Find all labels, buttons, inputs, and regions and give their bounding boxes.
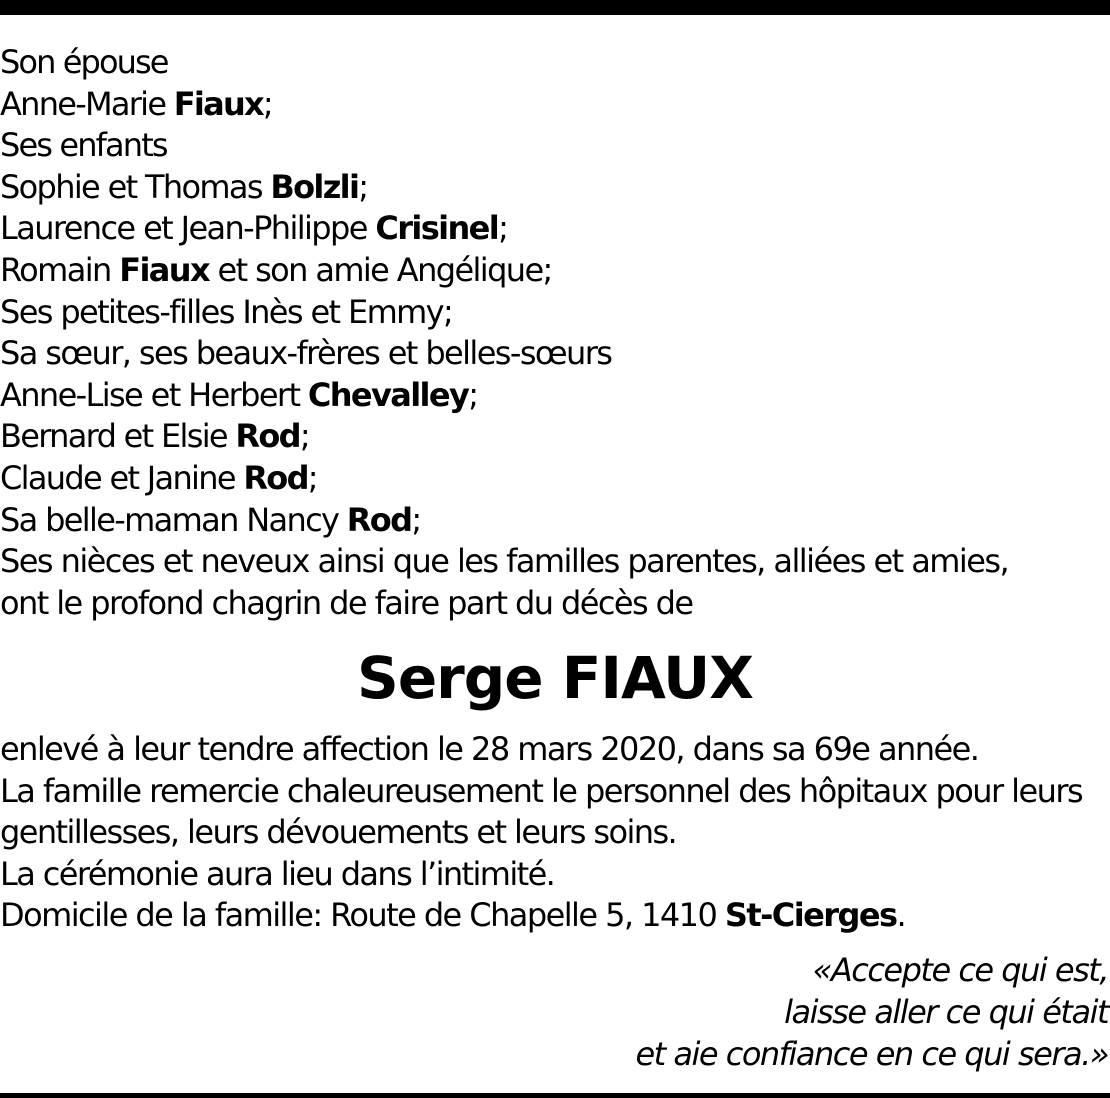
quote-line: et aie confiance en ce qui sera.» bbox=[635, 1035, 1108, 1073]
surname: Rod bbox=[346, 500, 412, 539]
relatives-line: Ses nièces et neveux ainsi que les familles parentes, alliées et amies, bbox=[0, 542, 1009, 581]
children-intro: Ses enfants bbox=[0, 126, 167, 165]
surname: Crisinel bbox=[375, 209, 499, 248]
family-list bbox=[0, 42, 1110, 624]
text-line: gentillesses, leurs dévouements et leurs soins. bbox=[0, 813, 677, 852]
surname: Bolzli bbox=[270, 167, 359, 206]
quote-line: laisse aller ce qui était bbox=[784, 993, 1108, 1031]
surname: Rod bbox=[235, 417, 300, 456]
child-line: Romain Fiaux et son amie Angélique; bbox=[0, 250, 552, 289]
domicile-line: Domicile de la famille: Route de Chapelle 5, 1410 St-Cierges. bbox=[0, 896, 906, 935]
surname: Chevalley bbox=[307, 375, 469, 414]
announcement-line: ont le profond chagrin de faire part du décès de bbox=[0, 583, 693, 622]
surname: Fiaux bbox=[173, 84, 263, 123]
child-line: Sophie et Thomas Bolzli; bbox=[0, 167, 368, 206]
quote-block bbox=[635, 949, 1108, 1075]
deceased-name: Serge FIAUX bbox=[357, 644, 753, 712]
mother-in-law-line: Sa belle-maman Nancy Rod; bbox=[0, 500, 421, 539]
surname: Rod bbox=[243, 458, 308, 497]
bottom-border-rule bbox=[0, 1093, 1110, 1098]
text-line: La cérémonie aura lieu dans l’intimité. bbox=[0, 854, 555, 893]
text-line: enlevé à leur tendre affection le 28 mars 2020, dans sa 69e année. bbox=[0, 730, 979, 768]
place-name: St-Cierges bbox=[724, 896, 897, 935]
child-line: Laurence et Jean-Philippe Crisinel; bbox=[0, 209, 508, 248]
quote-line: «Accepte ce qui est, bbox=[812, 951, 1108, 989]
spouse-intro: Son épouse bbox=[0, 43, 168, 81]
surname: Fiaux bbox=[119, 250, 209, 289]
spouse-line: Anne-Marie Fiaux; bbox=[0, 84, 272, 123]
sibling-line: Claude et Janine Rod; bbox=[0, 458, 317, 497]
notice-text bbox=[0, 729, 1110, 937]
sibling-line: Bernard et Elsie Rod; bbox=[0, 417, 309, 456]
sibling-line: Anne-Lise et Herbert Chevalley; bbox=[0, 375, 478, 414]
siblings-intro: Sa sœur, ses beaux-frères et belles-sœurs bbox=[0, 334, 612, 373]
grandchildren-line: Ses petites-filles Inès et Emmy; bbox=[0, 292, 453, 331]
text-line: La famille remercie chaleureusement le personnel des hôpitaux pour leurs bbox=[0, 771, 1083, 810]
top-border-rule bbox=[0, 0, 1110, 15]
